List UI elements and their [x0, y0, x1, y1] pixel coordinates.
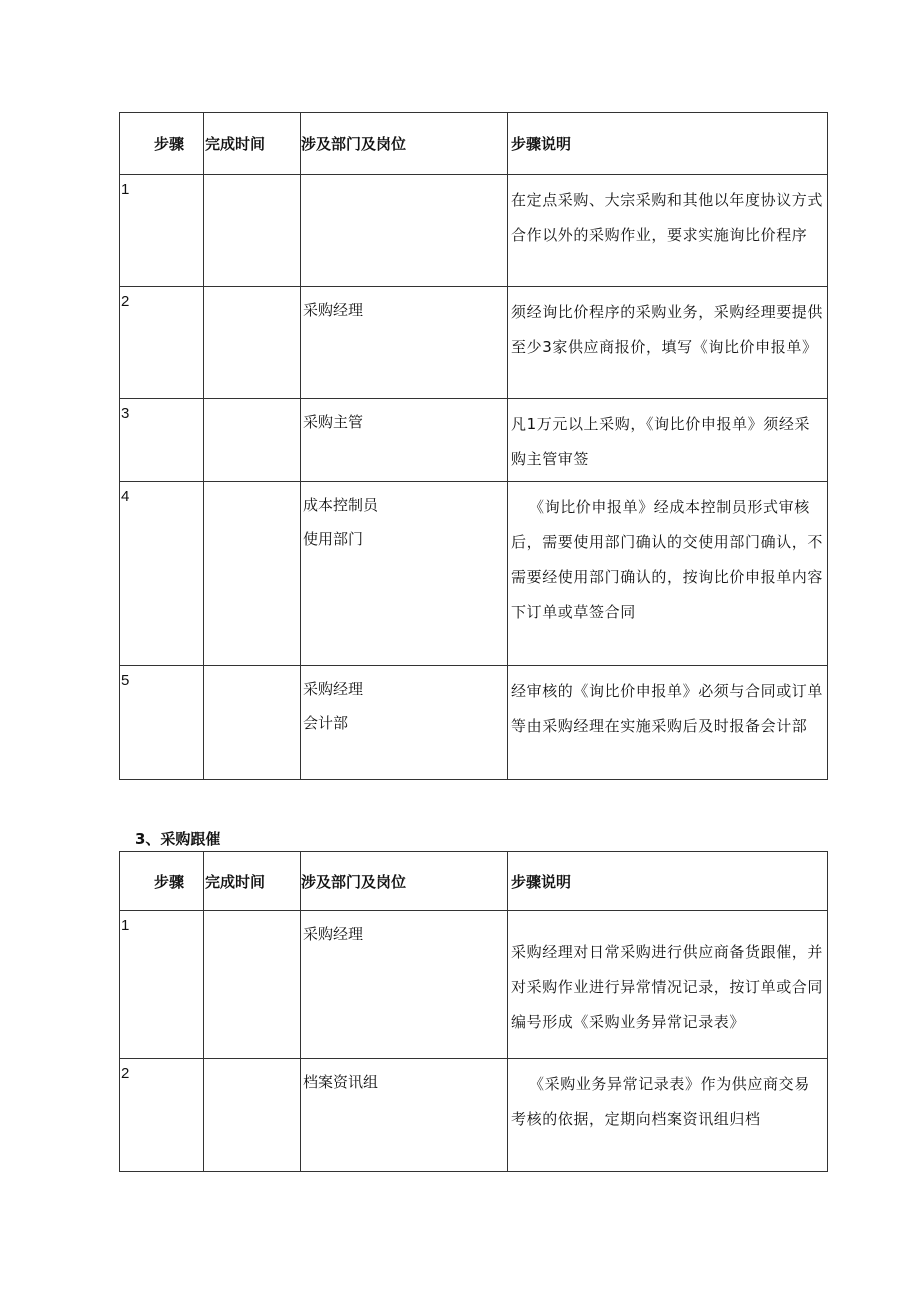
dept-cell — [301, 911, 508, 1059]
step-number: 3 — [120, 399, 204, 482]
header-dept: 涉及部门及岗位 — [301, 852, 508, 911]
time-cell — [204, 175, 301, 287]
step-description: 《询比价申报单》经成本控制员形式审核后，需要使用部门确认的交使用部门确认，不需要经使用部门确认的，按询比价申报单内容下订单或草签合同 — [508, 482, 828, 666]
header-dept: 涉及部门及岗位 — [301, 113, 508, 175]
dept-cell — [301, 175, 508, 287]
procurement-steps-table — [119, 112, 828, 780]
header-desc: 步骤说明 — [508, 113, 828, 175]
header-desc: 步骤说明 — [508, 852, 828, 911]
header-time: 完成时间 — [204, 113, 301, 175]
header-step: 步骤 — [120, 113, 204, 175]
table-row — [120, 175, 828, 287]
step-description: 凡1万元以上采购，《询比价申报单》须经采购主管审签 — [508, 399, 828, 482]
step-description: 采购经理对日常采购进行供应商备货跟催，并对采购作业进行异常情况记录，按订单或合同编号形成《采购业务异常记录表》 — [508, 911, 828, 1059]
dept-cell — [301, 1059, 508, 1172]
time-cell — [204, 1059, 301, 1172]
step-number: 2 — [120, 1059, 204, 1172]
dept-cell — [301, 482, 508, 666]
dept-cell — [301, 399, 508, 482]
step-number: 1 — [120, 911, 204, 1059]
time-cell — [204, 666, 301, 780]
table-row — [120, 911, 828, 1059]
table-row — [120, 1059, 828, 1172]
section-title: 3、采购跟催 — [135, 830, 221, 848]
step-description: 在定点采购、大宗采购和其他以年度协议方式合作以外的采购作业，要求实施询比价程序 — [508, 175, 828, 287]
dept-cell — [301, 287, 508, 399]
dept-label: 使用部门 — [303, 530, 364, 548]
step-number: 4 — [120, 482, 204, 666]
dept-label: 采购经理 — [303, 925, 364, 943]
time-cell — [204, 399, 301, 482]
table-row — [120, 399, 828, 482]
dept-label: 采购主管 — [303, 413, 364, 431]
dept-cell — [301, 666, 508, 780]
purchase-followup-table — [119, 851, 828, 1172]
time-cell — [204, 911, 301, 1059]
dept-label: 采购经理 — [303, 301, 364, 319]
dept-label: 档案资讯组 — [303, 1073, 379, 1091]
step-description: 经审核的《询比价申报单》必须与合同或订单等由采购经理在实施采购后及时报备会计部 — [508, 666, 828, 780]
step-description: 须经询比价程序的采购业务，采购经理要提供至少3家供应商报价，填写《询比价申报单》 — [508, 287, 828, 399]
step-number: 5 — [120, 666, 204, 780]
time-cell — [204, 482, 301, 666]
table-row — [120, 666, 828, 780]
time-cell — [204, 287, 301, 399]
table-header-row — [120, 113, 828, 175]
dept-label: 会计部 — [303, 714, 349, 732]
table-header-row — [120, 852, 828, 911]
step-description: 《采购业务异常记录表》作为供应商交易考核的依据，定期向档案资讯组归档 — [508, 1059, 828, 1172]
header-step: 步骤 — [120, 852, 204, 911]
table-row — [120, 482, 828, 666]
dept-label: 成本控制员 — [303, 496, 379, 514]
table-row — [120, 287, 828, 399]
dept-label: 采购经理 — [303, 680, 364, 698]
step-number: 2 — [120, 287, 204, 399]
step-number: 1 — [120, 175, 204, 287]
header-time: 完成时间 — [204, 852, 301, 911]
